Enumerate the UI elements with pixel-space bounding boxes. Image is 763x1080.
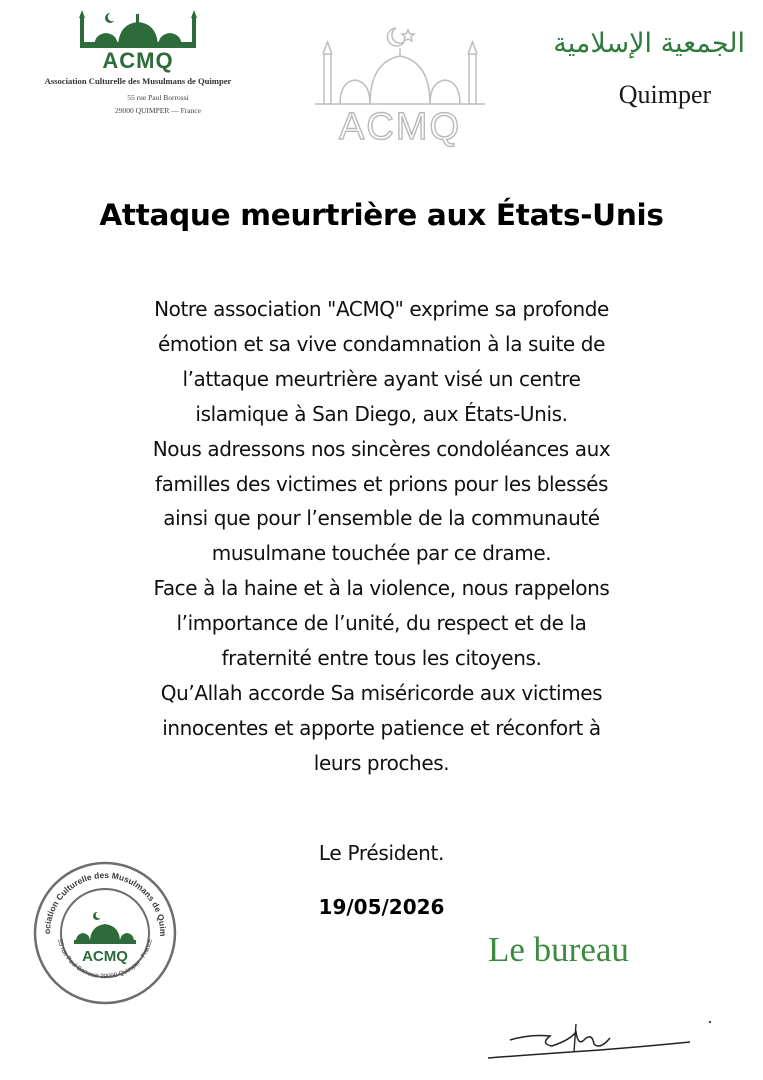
logo-city: Quimper: [618, 80, 712, 109]
watermark-acronym: ACMQ: [339, 106, 461, 148]
body-line: ainsi que pour l’ensemble de la communauté: [163, 506, 600, 531]
bureau-label: Le bureau: [488, 930, 629, 969]
body-line: Face à la haine et à la violence, nous rappelons: [153, 576, 610, 601]
logo-acronym: ACMQ: [102, 48, 174, 73]
acmq-stamp: [30, 858, 180, 1008]
acmq-watermark-logo: [300, 14, 500, 154]
body-line: musulmane touchée par ce drame.: [211, 541, 552, 566]
page-title: Attaque meurtrière aux États-Unis: [99, 198, 664, 232]
body-line: leurs proches.: [313, 750, 450, 775]
body-line: émotion et sa vive condamnation à la suite de: [157, 331, 605, 356]
stamp-ring-text: ociation Culturelle des Musulmans de Quim: [41, 869, 169, 937]
body-line: innocentes et apporte patience et réconfort à: [162, 715, 601, 740]
address-street: 55 rue Paul Borrossi: [127, 93, 189, 102]
body-line: l’attaque meurtrière ayant visé un centre: [182, 366, 581, 391]
body-line: islamique à San Diego, aux États-Unis.: [195, 401, 568, 426]
stamp-ring-address: 55 rue Paul Borrossi 29000 Quimper - France: [55, 938, 155, 981]
stamp-acronym: ACMQ: [82, 948, 128, 965]
statement-body: [60, 292, 703, 781]
stamp-mosque-icon: [74, 912, 136, 944]
association-name: Association Culturelle des Musulmans de Quimper: [44, 76, 232, 86]
handwritten-signature: [480, 1010, 720, 1070]
mosque-icon: [70, 10, 206, 50]
body-line: Qu’Allah accorde Sa miséricorde aux victimes: [160, 680, 603, 705]
arabic-association-name: الجمعية الإسلامية: [553, 28, 745, 59]
body-line: fraternité entre tous les citoyens.: [221, 646, 542, 671]
address-city: 29000 QUIMPER — France: [114, 106, 202, 115]
document-date: 19/05/2026: [318, 895, 445, 919]
mosque-outline-icon: [300, 14, 500, 114]
body-line: l’importance de l’unité, du respect et de la: [176, 611, 587, 636]
letterhead: [0, 0, 763, 160]
arabic-quimper-logo: [553, 14, 745, 124]
body-line: Nous adressons nos sincères condoléances aux: [152, 436, 611, 461]
acmq-logo-left: [8, 6, 268, 124]
signature-label: Le Président.: [318, 841, 445, 865]
body-line: Notre association "ACMQ" exprime sa profonde: [154, 297, 609, 321]
body-line: familles des victimes et prions pour les blessés: [154, 471, 609, 496]
